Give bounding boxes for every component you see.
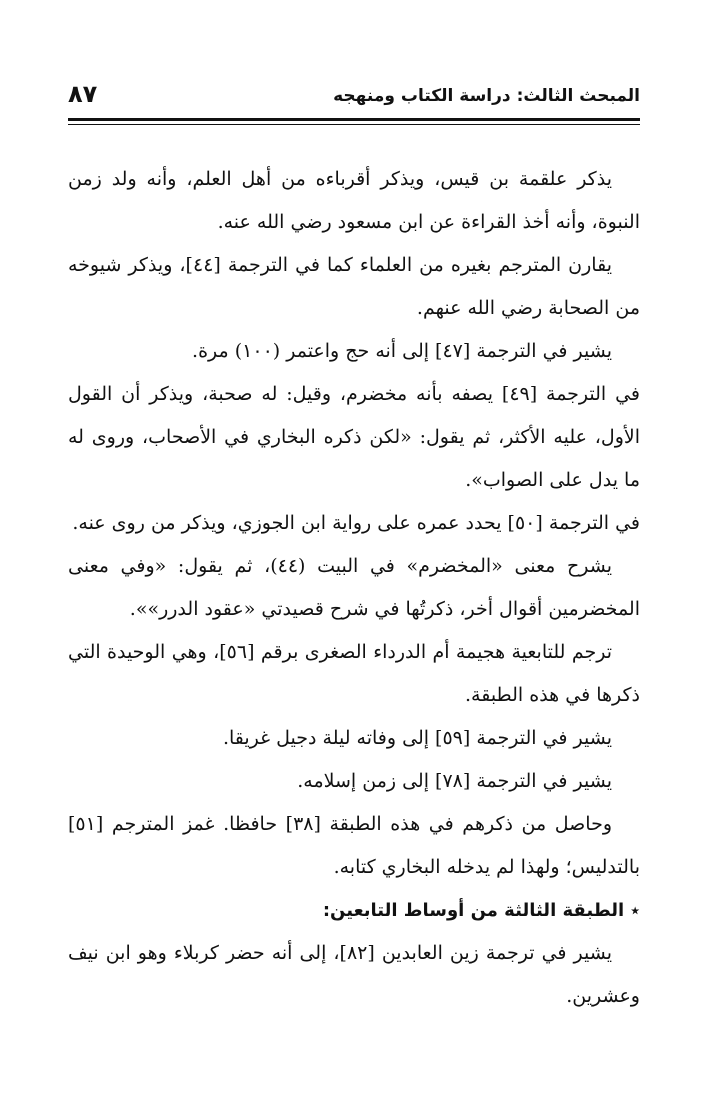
- asterisk-bullet-icon: ٭: [630, 900, 640, 921]
- running-title: المبحث الثالث: دراسة الكتاب ومنهجه: [333, 86, 640, 106]
- paragraph-10: وحاصل من ذكرهم في هذه الطبقة [٣٨] حافظا. غمز المترجم [٥١] بالتدليس؛ ولهذا لم يدخله البخاري كتابه.: [68, 813, 640, 878]
- paragraph-8: يشير في الترجمة [٥٩] إلى وفاته ليلة دجيل غريقا.: [222, 727, 612, 749]
- paragraph-3: يشير في الترجمة [٤٧] إلى أنه حج واعتمر (١٠٠) مرة.: [192, 340, 612, 362]
- section-heading-text: الطبقة الثالثة من أوساط التابعين:: [322, 900, 625, 921]
- paragraph-2: يقارن المترجم بغيره من العلماء كما في الترجمة [٤٤]، ويذكر شيوخه من الصحابة رضي الله عنهم.: [68, 254, 640, 319]
- page-header: [68, 78, 640, 118]
- section-heading: [68, 889, 640, 932]
- page-body: [68, 158, 640, 1018]
- paragraph-6: يشرح معنى «المخضرم» في البيت (٤٤)، ثم يقول: «وفي معنى المخضرمين أقوال أخر، ذكرتُها في شرح قصيدتي «عقود الدرر»».: [68, 555, 640, 620]
- paragraph-1: يذكر علقمة بن قيس، ويذكر أقرباءه من أهل العلم، وأنه ولد زمن النبوة، وأنه أخذ القراءة عن ابن مسعود رضي الله عنه.: [68, 168, 640, 233]
- paragraph-5: في الترجمة [٥٠] يحدد عمره على رواية ابن الجوزي، ويذكر من روى عنه.: [72, 512, 640, 534]
- header-rule-thin: [68, 124, 640, 125]
- paragraph-final: يشير في ترجمة زين العابدين [٨٢]، إلى أنه حضر كربلاء وهو ابن نيف وعشرين.: [68, 942, 640, 1007]
- paragraph-9: يشير في الترجمة [٧٨] إلى زمن إسلامه.: [297, 770, 612, 792]
- page-number: ٨٧: [68, 80, 98, 108]
- paragraph-4: في الترجمة [٤٩] يصفه بأنه مخضرم، وقيل: له صحبة، ويذكر أن القول الأول، عليه الأكثر، ثم يقول: «لكن ذكره البخاري في الأصحاب، وروى له ما يدل على الصواب».: [68, 383, 640, 491]
- paragraph-7: ترجم للتابعية هجيمة أم الدرداء الصغرى برقم [٥٦]، وهي الوحيدة التي ذكرها في هذه الطبقة.: [68, 641, 640, 706]
- header-rule-thick: [68, 118, 640, 121]
